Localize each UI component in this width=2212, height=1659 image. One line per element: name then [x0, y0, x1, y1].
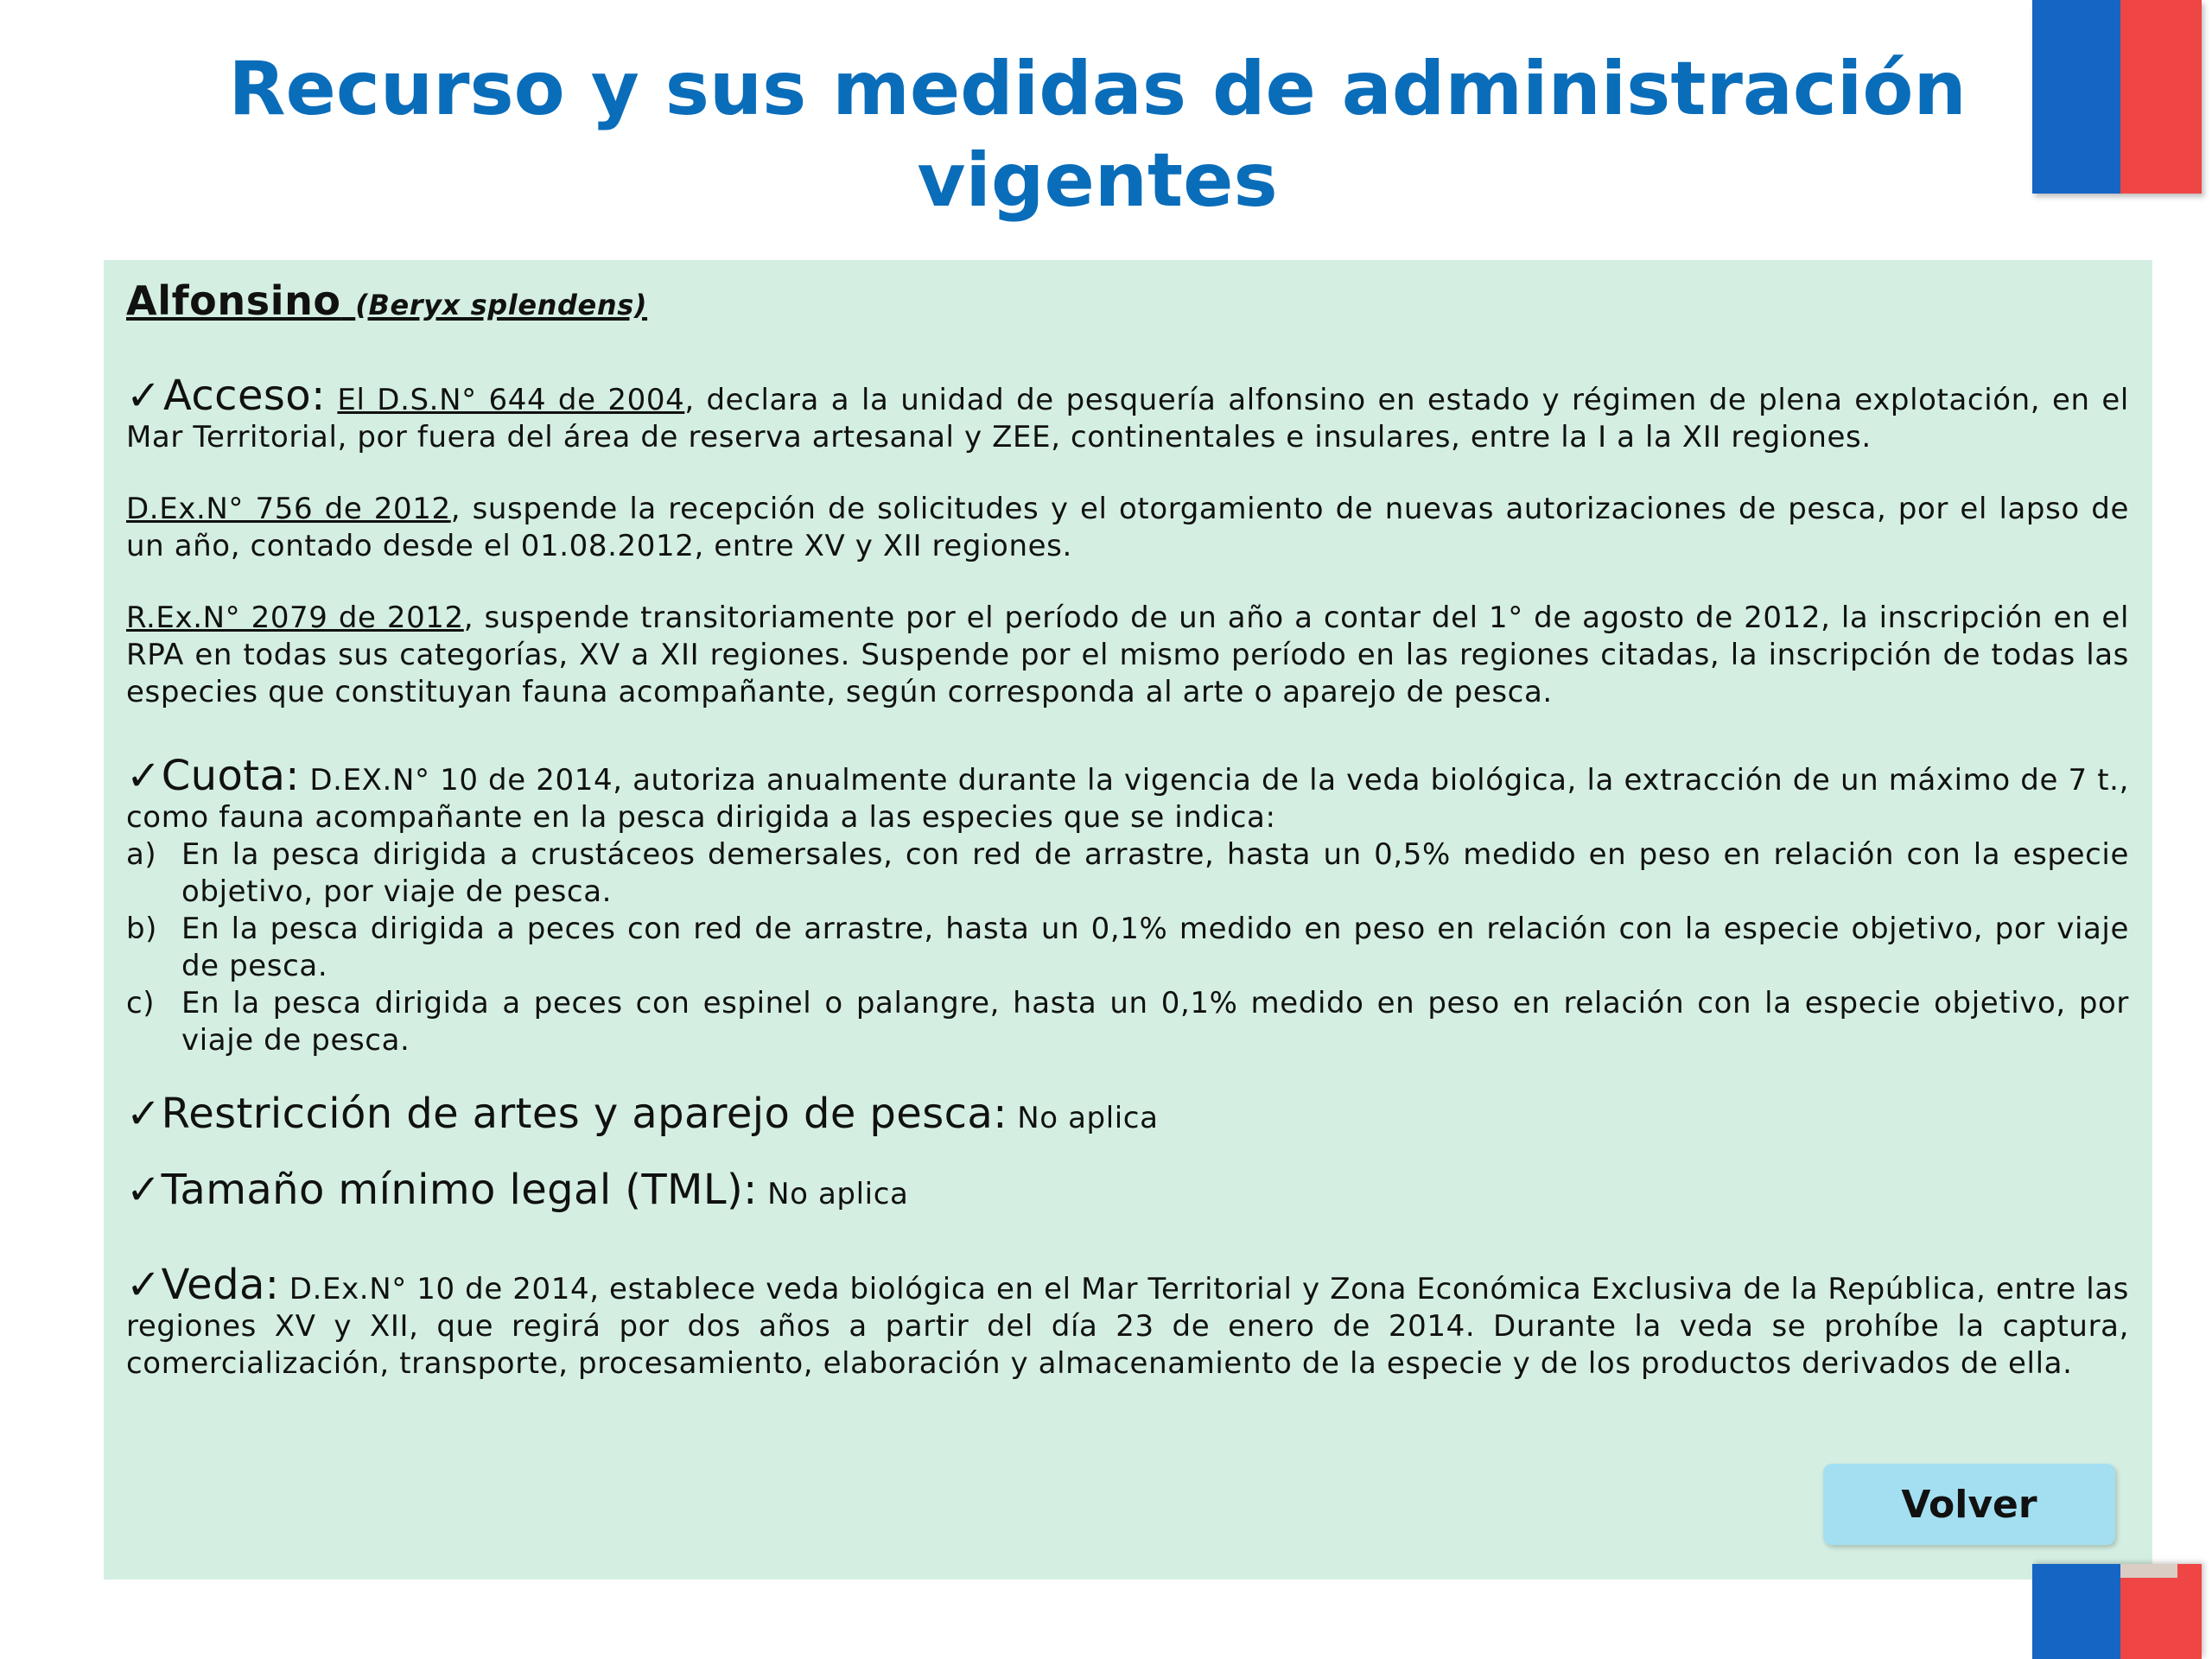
flag-red-stripe — [2120, 0, 2202, 194]
list-item-marker: c) — [126, 986, 156, 1020]
acceso-text3: , suspende transitoriamente por el período de un año a contar del 1° de agosto de 2012, la inscripción en el RPA en todas sus categorías, XV a XII regiones. Suspende por el mismo período en las regiones citadas, la inscripción de todas las especies que constituyan fauna acompañante, según corresponda al arte o aparejo de pesca. — [126, 601, 2129, 709]
list-item — [126, 911, 2129, 985]
acceso-ref3: R.Ex.N° 2079 de 2012 — [126, 601, 464, 635]
cuota-text: D.EX.N° 10 de 2014, autoriza anualmente durante la vigencia de la veda biológica, la extracción de un máximo de 7 t., como fauna acompañante en la pesca dirigida a las especies que se indica: — [126, 763, 2129, 835]
species-name: Alfonsino — [126, 277, 341, 324]
volver-button[interactable]: Volver — [1823, 1464, 2115, 1545]
list-item-marker: b) — [126, 912, 158, 946]
flag-blue-stripe — [2032, 1564, 2120, 1659]
list-item-text: En la pesca dirigida a peces con red de arrastre, hasta un 0,1% medido en peso en relación con la especie objetivo, por viaje de pesca. — [181, 912, 2129, 983]
acceso-heading — [126, 372, 326, 420]
tml-value: No aplica — [767, 1177, 909, 1211]
list-item-text: En la pesca dirigida a crustáceos demersales, con red de arrastre, hasta un 0,5% medido en peso en relación con la especie objetivo, por viaje de pesca. — [181, 837, 2129, 909]
acceso-label: Acceso: — [162, 372, 326, 420]
check-icon: ✓ — [126, 752, 162, 800]
acceso-ref2: D.Ex.N° 756 de 2012 — [126, 492, 451, 526]
veda-label: Veda: — [161, 1261, 280, 1309]
check-icon: ✓ — [126, 372, 163, 420]
flag-blue-stripe — [2032, 0, 2120, 194]
cuota-list — [126, 836, 2129, 1059]
content — [126, 275, 2129, 1382]
restriccion-heading — [126, 1090, 1007, 1138]
acceso-paragraph-3 — [126, 600, 2129, 711]
list-item-marker: a) — [126, 837, 157, 872]
flag-red-stripe — [2120, 1564, 2202, 1659]
flag-decoration-top — [2032, 0, 2202, 194]
page-title-line1: Recurso y sus medidas de administración — [228, 46, 1967, 132]
veda-paragraph — [126, 1261, 2129, 1382]
list-item-text: En la pesca dirigida a peces con espinel o palangre, hasta un 0,1% medido en peso en relación con la especie objetivo, por viaje de pesca. — [181, 986, 2129, 1058]
restriccion-value: No aplica — [1017, 1101, 1159, 1135]
restriccion-label: Restricción de artes y aparejo de pesca: — [161, 1090, 1007, 1138]
check-icon: ✓ — [126, 1166, 162, 1214]
list-item — [126, 836, 2129, 911]
check-icon: ✓ — [126, 1261, 162, 1309]
acceso-text1: , declara a la unidad de pesquería alfonsino en estado y régimen de plena explotación, en el Mar Territorial, por fuera del área de reserva artesanal y ZEE, continentales e insulares, entre la I a la XII regiones. — [126, 383, 2129, 454]
species-scientific-name: (Beryx splendens) — [355, 289, 648, 321]
cuota-label: Cuota: — [161, 752, 300, 800]
veda-heading — [126, 1261, 279, 1309]
acceso-text2: , suspende la recepción de solicitudes y el otorgamiento de nuevas autorizaciones de pesca, por el lapso de un año, contado desde el 01.08.2012, entre XV y XII regiones. — [126, 492, 2129, 563]
tml-paragraph — [126, 1166, 2129, 1214]
page-title — [173, 43, 2022, 226]
page-title-line2: vigentes — [917, 137, 1278, 224]
check-icon: ✓ — [126, 1090, 162, 1138]
tml-heading — [126, 1166, 758, 1214]
acceso-paragraph-2 — [126, 491, 2129, 565]
cuota-paragraph — [126, 752, 2129, 836]
cuota-heading — [126, 752, 300, 800]
tml-label: Tamaño mínimo legal (TML): — [161, 1166, 758, 1214]
restriccion-paragraph — [126, 1090, 2129, 1138]
acceso-paragraph — [126, 372, 2129, 456]
species-heading — [126, 275, 2129, 331]
list-item — [126, 985, 2129, 1059]
veda-text: D.Ex.N° 10 de 2014, establece veda biológica en el Mar Territorial y Zona Económica Exclusiva de la República, entre las regiones XV y XII, que regirá por dos años a partir del día 23 de enero de 2014. Durante la veda se prohíbe la captura, comercialización, transporte, procesamiento, elaboración y almacenamiento de la especie y de los productos derivados de ella. — [126, 1272, 2129, 1381]
flag-decoration-bottom — [2032, 1564, 2202, 1659]
acceso-ref1: El D.S.N° 644 de 2004 — [337, 383, 685, 417]
